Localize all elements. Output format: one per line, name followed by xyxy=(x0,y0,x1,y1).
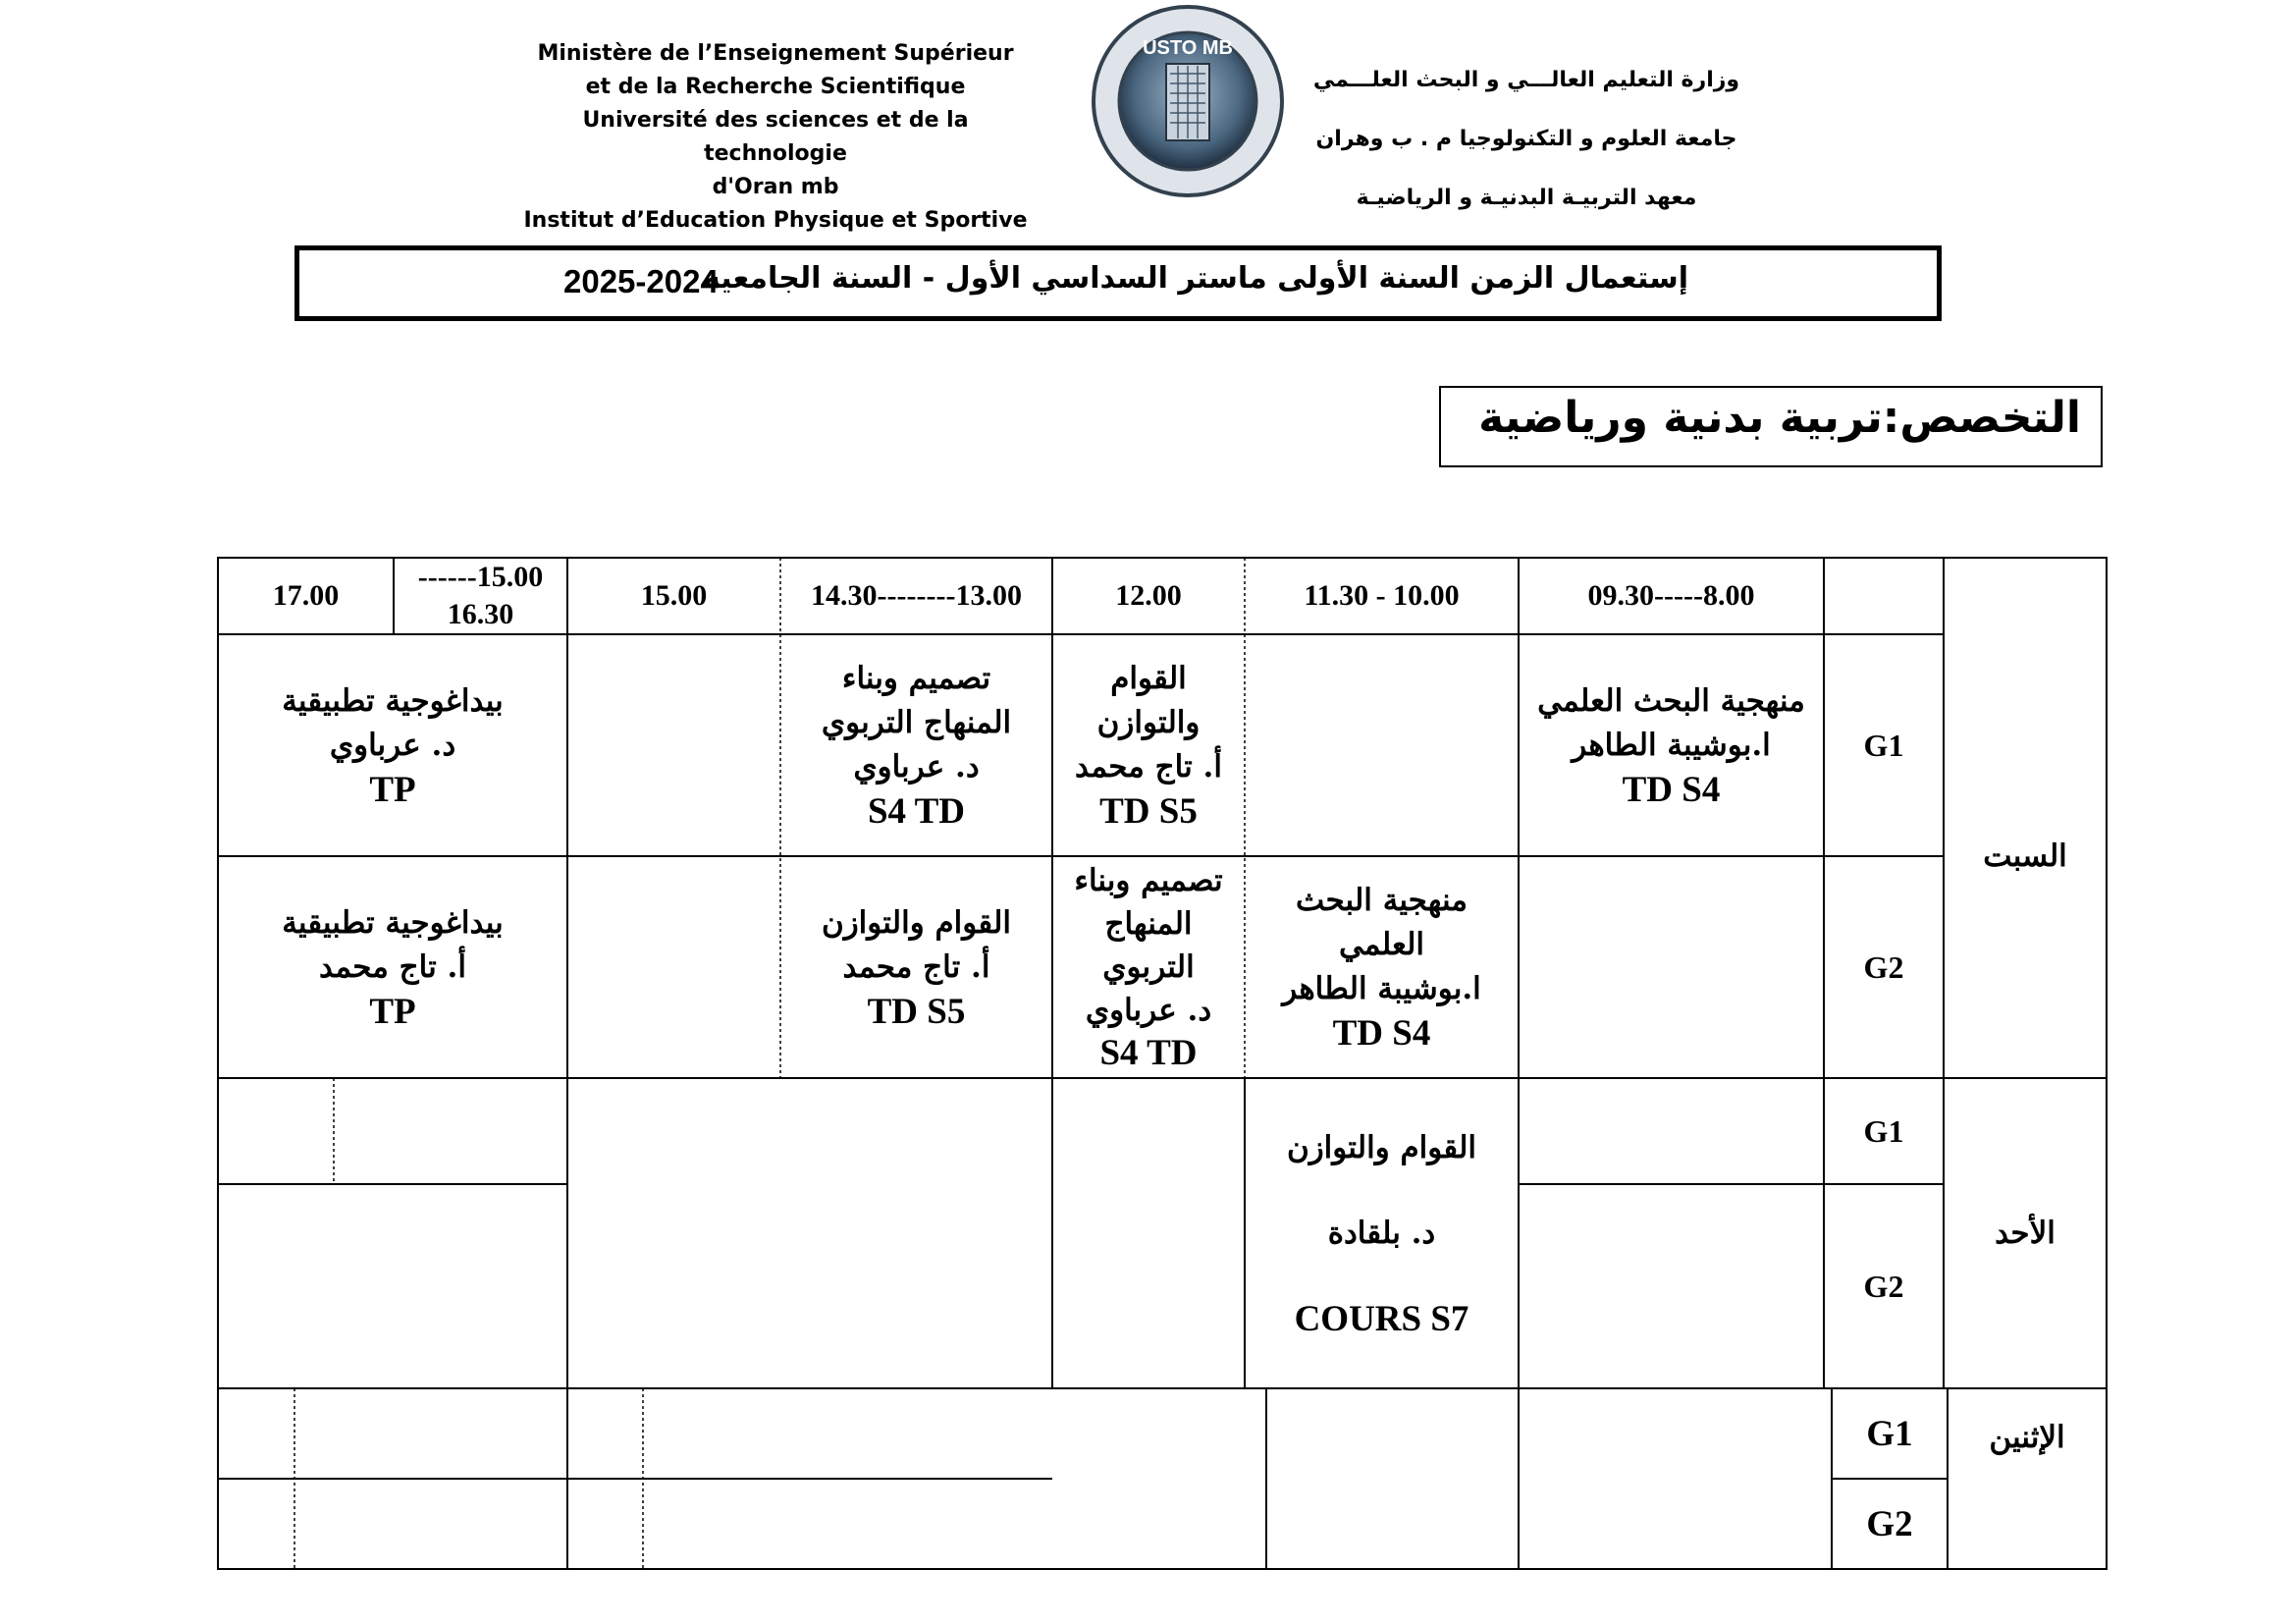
instructor-name: د. عرباوي xyxy=(329,727,456,763)
instructor-name: د. عرباوي xyxy=(853,749,980,785)
course-name: منهجية البحث xyxy=(1296,883,1468,918)
course-name: بيداغوجية تطبيقية xyxy=(282,682,504,719)
session-sun-posture-balance-lecture xyxy=(1245,1078,1519,1388)
session-code: TD S5 xyxy=(1099,791,1198,832)
header-corner-cell xyxy=(1824,558,1944,634)
group-label-sat-g1: G1 xyxy=(1863,727,1904,763)
session-sat-g1-posture-balance xyxy=(1052,634,1245,856)
course-name: تصميم وبناء xyxy=(841,661,991,696)
university-line-1: Université des sciences et de la technologie xyxy=(582,108,969,166)
session-code: COURS S7 xyxy=(1294,1298,1469,1339)
institute-line: Institut d’Education Physique et Sportive xyxy=(523,208,1028,233)
course-name-cont: المنهاج xyxy=(1104,906,1193,942)
course-name: القوام والتوازن xyxy=(1286,1129,1477,1165)
course-name-cont: والتوازن xyxy=(1096,705,1201,740)
instructor-name: د. عرباوي xyxy=(1085,993,1212,1028)
session-code: TP xyxy=(369,769,416,810)
session-code: TD S5 xyxy=(867,991,966,1032)
academic-year: 2025-2024 xyxy=(563,263,719,299)
university-line-2: d'Oran mb xyxy=(712,175,839,199)
course-name: القوام والتوازن xyxy=(821,904,1012,941)
session-code: S4 TD xyxy=(1099,1033,1198,1073)
session-sat-g2-research-methodology xyxy=(1245,856,1519,1078)
logo-text: USTO MB xyxy=(1143,37,1233,59)
group-label-sun-g2: G2 xyxy=(1863,1268,1904,1304)
session-code: TP xyxy=(369,991,416,1032)
instructor-name: ا.بوشيبة الطاهر xyxy=(1572,727,1771,763)
schedule-title: إستعمال الزمن السنة الأولى ماستر السداسي الأول - السنة الجامعية xyxy=(703,261,1688,296)
ministry-line-1: Ministère de l’Enseignement Supérieur xyxy=(537,41,1014,66)
course-name-cont-2: التربوي xyxy=(1102,949,1195,985)
day-saturday: السبت xyxy=(1983,839,2067,874)
session-sat-g2-curriculum-design xyxy=(1052,856,1245,1078)
instructor-name: ا.بوشيبة الطاهر xyxy=(1282,971,1481,1006)
session-sat-g2-posture-balance xyxy=(780,856,1052,1078)
time-slot-5: 15.00 xyxy=(640,579,708,612)
course-name: بيداغوجية تطبيقية xyxy=(282,904,504,941)
group-label-mon-g1: G1 xyxy=(1866,1413,1913,1454)
time-slot-6 xyxy=(394,558,567,634)
ministry-line-2: et de la Recherche Scientifique xyxy=(585,75,966,99)
specialty-label: التخصص:تربية بدنية ورياضية xyxy=(1478,393,2081,443)
day-monday: الإثنين xyxy=(1989,1420,2065,1455)
time-slot-6-end: 16.30 xyxy=(447,598,514,630)
ministry-arabic: وزارة التعليم العالـــي و البحث العلـــمي xyxy=(1312,68,1740,92)
group-label-sun-g1: G1 xyxy=(1863,1112,1904,1149)
session-sat-g1-research-methodology xyxy=(1519,634,1824,856)
time-slot-7: 17.00 xyxy=(272,579,340,612)
time-slot-6-start: ------15.00 xyxy=(417,561,544,593)
time-slot-1: 09.30-----8.00 xyxy=(1587,579,1755,612)
instructor-name: أ. تاج محمد xyxy=(1075,749,1222,785)
session-code: S4 TD xyxy=(867,791,966,832)
instructor-name: د. بلقادة xyxy=(1327,1215,1436,1251)
university-arabic: جامعة العلوم و التكنولوجيا م . ب وهران xyxy=(1315,127,1737,151)
course-name-cont: المنهاج التربوي xyxy=(821,705,1012,740)
group-label-mon-g2: G2 xyxy=(1866,1503,1913,1544)
session-sat-g2-applied-pedagogy xyxy=(218,856,567,1078)
course-name: منهجية البحث العلمي xyxy=(1537,682,1805,719)
time-slot-3: 12.00 xyxy=(1115,579,1182,612)
course-name: القوام xyxy=(1110,661,1187,696)
institute-arabic: معهد التربيـة البدنيـة و الرياضيـة xyxy=(1356,186,1697,210)
course-name: تصميم وبناء xyxy=(1074,863,1223,898)
instructor-name: أ. تاج محمد xyxy=(842,948,990,985)
group-label-sat-g2: G2 xyxy=(1863,948,1904,985)
session-code: TD S4 xyxy=(1622,769,1721,810)
time-slot-4: 14.30--------13.00 xyxy=(811,579,1022,612)
session-sat-g1-curriculum-design xyxy=(780,634,1052,856)
session-code: TD S4 xyxy=(1332,1013,1431,1054)
session-sat-g1-applied-pedagogy xyxy=(218,634,567,856)
instructor-name: أ. تاج محمد xyxy=(319,948,466,985)
course-name-cont: العلمي xyxy=(1338,927,1425,962)
day-sunday: الأحد xyxy=(1995,1216,2056,1251)
time-slot-2: 11.30 - 10.00 xyxy=(1304,579,1460,612)
